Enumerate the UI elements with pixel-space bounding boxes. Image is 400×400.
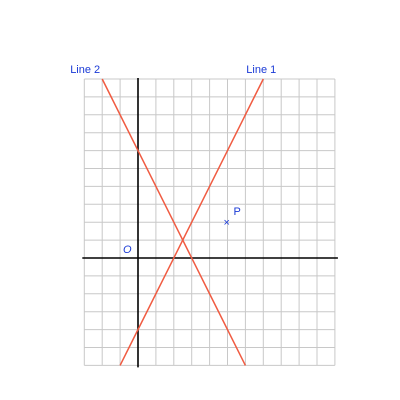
series-label-line-2: Line 2 xyxy=(70,64,101,76)
series-label-line-1: Line 1 xyxy=(246,64,277,76)
origin-label: O xyxy=(123,244,132,256)
point-label-p: P xyxy=(233,206,241,219)
point-marker-p: × xyxy=(223,217,230,230)
grid xyxy=(84,79,335,365)
